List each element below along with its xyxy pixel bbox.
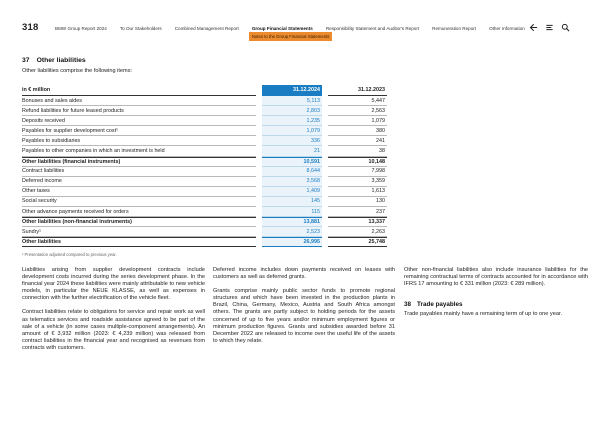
table-row: Sundry¹ 2,523 2,263 [22, 227, 387, 237]
paragraph: Other non-financial liabilities also include insurance liabilities for the remaining contractual terms of contracts accounted for in accordance with IFRS 17 amounting to € 331 million (2023: € 289 million). [404, 267, 588, 288]
paragraph: Deferred income includes down payments received on leases with customers as well as deferred grants. [213, 267, 395, 281]
paragraph: Trade payables mainly have a remaining term of up to one year. [404, 311, 563, 318]
nav-item-financial-statements[interactable] [251, 26, 330, 39]
section-number: 38 [404, 301, 412, 309]
table-row: Deposits received 1,235 1,079 [22, 116, 387, 126]
body-column-3 [404, 267, 588, 325]
header-icons [529, 23, 570, 32]
body-column-2 [213, 267, 395, 352]
menu-icon[interactable] [545, 23, 554, 32]
table-header-row [22, 85, 387, 96]
section-number: 37 [22, 57, 30, 64]
paragraph: Liabilities arising from supplier development contracts include development costs incurred during the series development phase. In the financial year 2024 these liabilities were mainly attributable to new vehicle models, in particular the NEUE KLASSE, as well as expenses in connection with the further electrification of the vehicle fleet. [22, 267, 205, 302]
arrow-left-icon[interactable] [529, 23, 538, 32]
table-row: Refund liabilities for future leased products 2,803 2,563 [22, 106, 387, 116]
table-row: Payables to other companies in which an investment is held 21 38 [22, 146, 387, 156]
nav-item-report[interactable]: BMW Group Report 2024 [55, 26, 107, 31]
table-footnote: ¹ Presentation adjusted compared to previous year. [22, 252, 117, 257]
table-row-subtotal-nonfinancial: Other liabilities (non-financial instruments) 13,881 13,337 [22, 217, 387, 227]
paragraph: Grants comprise mainly public sector funds to promote regional structures and which have been invested in the production plants in Brazil, China, Germany, Mexico, Austria and South Africa amongst others. The grants are partly subject to holding periods for the assets concerned of up to five years and/or minimum employment figures or minimum production figures. Grants and subsidies awarded before 31 December 2022 are released to income over the useful life of the assets to which they relate. [213, 288, 395, 344]
table-row: Bonuses and sales aides 5,113 5,447 [22, 96, 387, 106]
top-navigation [55, 26, 525, 39]
col-header-2023: 31.12.2023 [328, 85, 387, 96]
section-title: Other liabilities [36, 57, 86, 64]
nav-item-other-information[interactable]: Other Information [489, 26, 525, 31]
subnav-notes-tab[interactable]: Notes to the Group Financial Statements [249, 32, 333, 41]
nav-item-management-report[interactable]: Combined Management Report [174, 26, 239, 31]
col-header-unit: in € million [22, 85, 256, 96]
table-row: Payables for supplier development cost¹ 1,079 380 [22, 126, 387, 136]
nav-item-stakeholders[interactable]: To Our Stakeholders [119, 26, 162, 31]
body-column-1 [22, 267, 205, 359]
table-row-total: Other liabilities 26,995 25,748 [22, 237, 387, 247]
table-row-subtotal-financial: Other liabilities (financial instruments) 10,591 10,148 [22, 157, 387, 167]
other-liabilities-table [22, 85, 387, 247]
col-header-2024: 31.12.2024 [262, 85, 322, 96]
table-row: Other taxes 1,409 1,613 [22, 187, 387, 197]
search-icon[interactable] [561, 23, 570, 32]
nav-item-responsibility[interactable]: Responsibility Statement and Auditor's Report [325, 26, 420, 31]
table-row: Payables to subsidiaries 336 241 [22, 136, 387, 146]
table-row: Deferred income 3,568 3,359 [22, 177, 387, 187]
paragraph: Contract liabilities relate to obligations for service and repair work as well as telematics services and roadside assistance agreed to be part of the sale of a vehicle (in some cases multiple-component arrangements). An amount of € 3,932 million (2023: € 4,239 million) was released from contract liabilities in the financial year and recognised as revenues from contracts with customers. [22, 309, 205, 351]
table-row: Social security 145 130 [22, 197, 387, 207]
page-number: 318 [22, 22, 39, 33]
section-38-heading [404, 301, 588, 308]
section-intro: Other liabilities comprise the following items: [22, 68, 133, 74]
nav-item-remuneration[interactable]: Remuneration Report [432, 26, 477, 31]
table-row: Contract liabilities 8,644 7,998 [22, 167, 387, 177]
table-row: Other advance payments received for orders 115 237 [22, 207, 387, 217]
nav-item-label: Group Financial Statements [251, 26, 313, 31]
section-37-heading [22, 57, 86, 64]
section-title: Trade payables [417, 301, 463, 309]
